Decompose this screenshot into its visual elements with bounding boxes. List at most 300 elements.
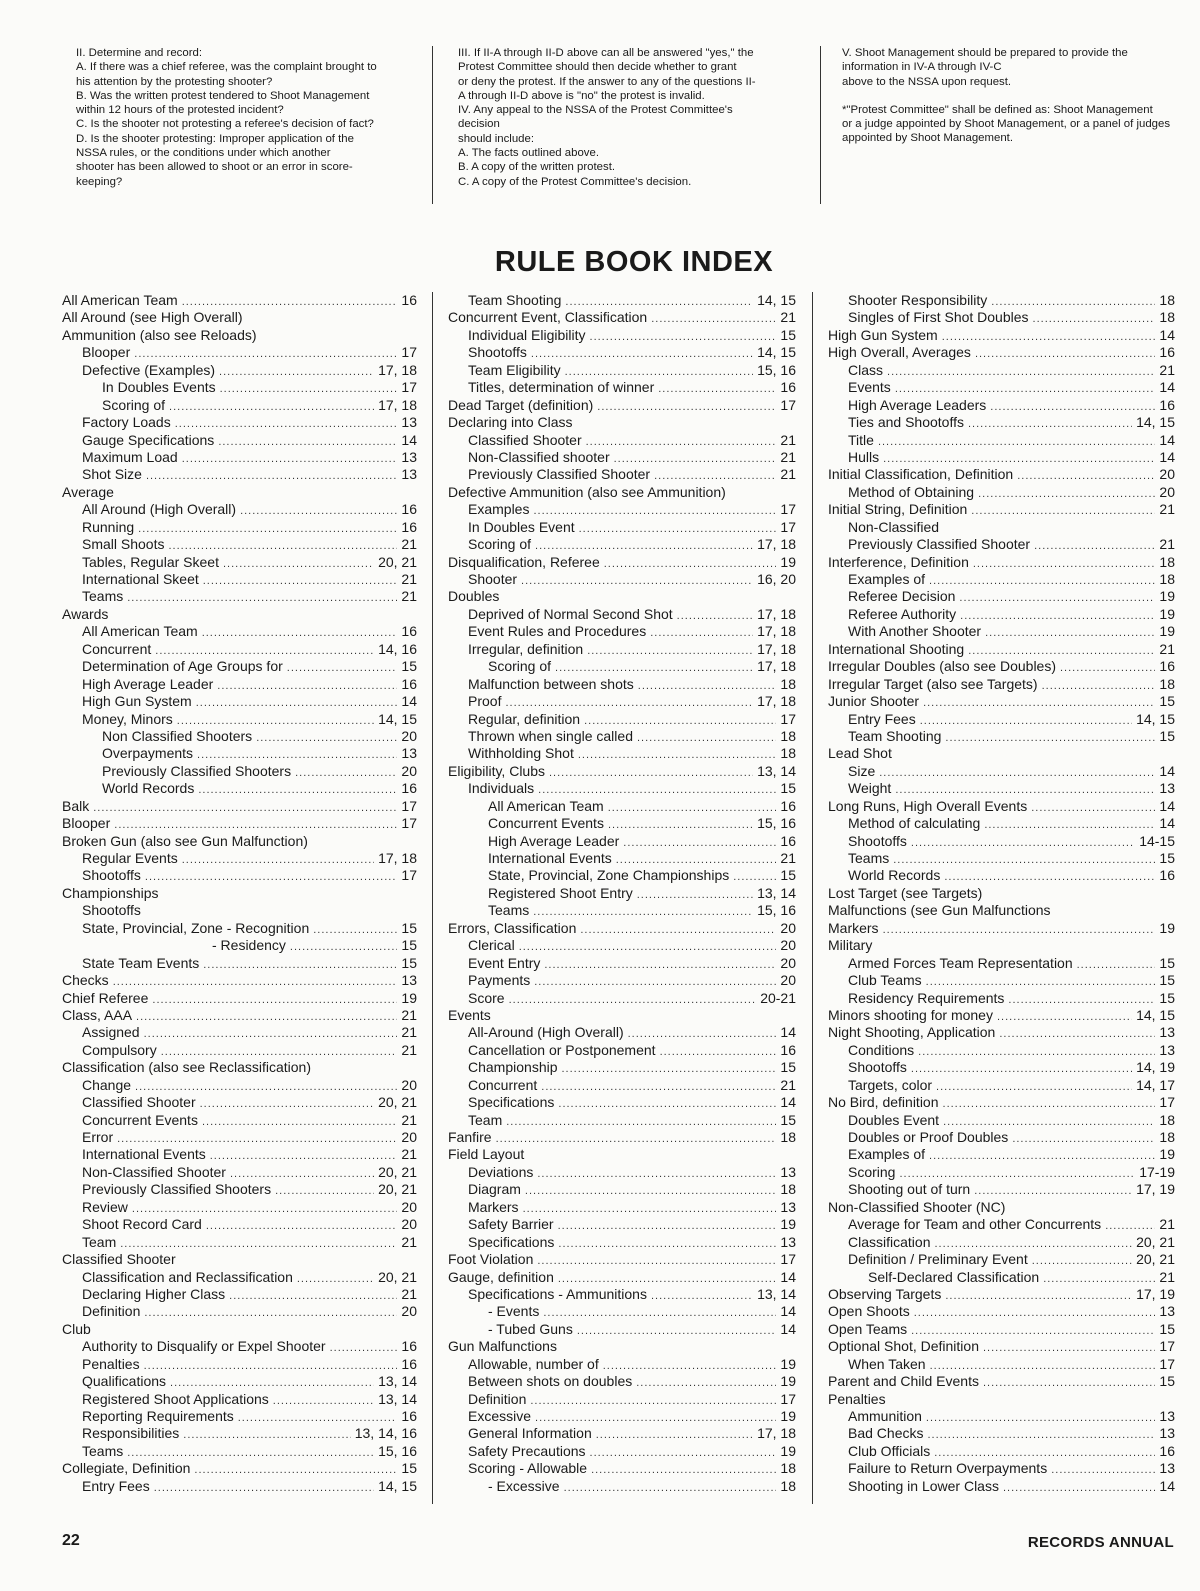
index-term: All American Team (82, 623, 198, 640)
dot-leader (945, 1288, 1132, 1303)
index-entry (448, 362, 796, 379)
index-entry (828, 955, 1175, 972)
index-entry (62, 554, 417, 571)
index-entry (62, 867, 417, 884)
index-pages: 17 (401, 815, 417, 832)
index-pages: 15 (1159, 954, 1175, 971)
index-entry (448, 309, 796, 326)
index-term: Cancellation or Postponement (468, 1041, 656, 1058)
index-term: Scoring (848, 1163, 896, 1180)
index-entry (62, 1408, 417, 1425)
index-pages: 20 (780, 937, 796, 954)
index-entry (828, 937, 1175, 954)
index-term: Shot Size (82, 466, 142, 483)
index-pages: 15 (780, 780, 796, 797)
index-term: All American Team (488, 797, 604, 814)
protest-text-line: his attention by the protesting shooter? (76, 75, 273, 88)
index-entry (62, 1321, 417, 1338)
index-pages: 17, 18 (378, 396, 417, 413)
protest-text-line: information in IV-A through IV-C (842, 61, 1002, 74)
index-entry (828, 833, 1175, 850)
index-term: Team Shooting (468, 292, 562, 308)
index-pages: 13 (1159, 1303, 1175, 1320)
index-term: International Shooting (828, 640, 965, 657)
dot-leader (531, 346, 753, 361)
index-pages: 14, 16 (378, 640, 417, 657)
index-pages: 13, 14 (378, 1390, 417, 1407)
dot-leader (543, 1305, 776, 1320)
index-entry (828, 641, 1175, 658)
index-term: Change (82, 1076, 132, 1093)
index-pages: 16 (401, 780, 417, 797)
index-term: Targets, color (848, 1076, 933, 1093)
dot-leader (637, 887, 753, 902)
index-pages: 14 (1159, 797, 1175, 814)
index-pages: 21 (401, 1041, 417, 1058)
dot-leader (883, 922, 1156, 937)
index-pages: 13 (780, 1163, 796, 1180)
index-entry (448, 1112, 796, 1129)
index-term: Chief Referee (62, 989, 149, 1006)
dot-leader (1051, 1462, 1155, 1477)
dot-leader (562, 1061, 777, 1076)
index-pages: 17 (780, 518, 796, 535)
index-term: No Bird, definition (828, 1094, 939, 1111)
index-pages: 20 (401, 762, 417, 779)
index-term: Scoring - Allowable (468, 1460, 588, 1477)
index-term: Doubles Event (848, 1111, 940, 1128)
dot-leader (1003, 1480, 1155, 1495)
index-term: Money, Minors (82, 710, 173, 727)
index-term: Non-Classified (848, 518, 940, 535)
index-entry (828, 780, 1175, 797)
index-entry (828, 484, 1175, 501)
index-term: Concurrent Events (82, 1111, 198, 1128)
index-term: Shootoffs (468, 344, 527, 361)
publication-name: RECORDS ANNUAL (1027, 1534, 1174, 1551)
index-term: Entry Fees (848, 710, 916, 727)
index-term: Shooting out of turn (848, 1181, 971, 1198)
index-term: Examples of (848, 571, 926, 587)
dot-leader (127, 590, 397, 605)
index-pages: 16 (1159, 867, 1175, 884)
index-term: Residency Requirements (848, 989, 1005, 1006)
index-term: Payments (468, 972, 531, 989)
index-entry (448, 780, 796, 797)
index-pages: 13 (780, 1233, 796, 1250)
index-term: Markers (468, 1198, 519, 1215)
index-pages: 21 (1159, 536, 1175, 553)
index-entry (828, 1199, 1175, 1216)
protest-text-line: appointed by Shoot Management. (842, 132, 1013, 145)
dot-leader (217, 678, 397, 693)
index-entry (828, 1146, 1175, 1163)
index-pages: 16 (401, 518, 417, 535)
index-entry (448, 902, 796, 919)
dot-leader (608, 800, 777, 815)
index-term: Teams (82, 1442, 124, 1459)
index-term: Event Entry (468, 954, 541, 971)
index-term: Scoring of (468, 536, 532, 553)
index-pages: 21 (401, 1006, 417, 1023)
index-pages: 20, 21 (378, 553, 417, 570)
dot-leader (120, 1236, 397, 1251)
dot-leader (577, 1323, 777, 1338)
index-pages: 13 (401, 448, 417, 465)
dot-leader (983, 1340, 1155, 1355)
dot-leader (914, 1305, 1156, 1320)
dot-leader (496, 1131, 777, 1146)
index-pages: 19 (1159, 919, 1175, 936)
index-entry (62, 920, 417, 937)
index-term: Self-Declared Classification (868, 1268, 1040, 1285)
protest-text-line (842, 89, 1187, 103)
index-term: Club Officials (848, 1442, 931, 1459)
dot-leader (113, 974, 398, 989)
dot-leader (519, 939, 777, 954)
index-term: Factory Loads (82, 414, 171, 431)
index-term: Responsibilities (82, 1425, 180, 1442)
index-entry (828, 1478, 1175, 1495)
index-entry (828, 362, 1175, 379)
index-term: Broken Gun (also see Gun Malfunction) (62, 832, 308, 849)
dot-leader (555, 660, 753, 675)
index-pages: 20-21 (760, 989, 796, 1006)
dot-leader (127, 1445, 374, 1460)
index-entry (62, 833, 417, 850)
index-pages: 18 (1159, 675, 1175, 692)
column-divider (812, 292, 813, 1504)
index-pages: 14 (780, 1094, 796, 1111)
dot-leader (959, 590, 1155, 605)
protest-text-line: keeping? (76, 175, 123, 188)
index-entry (828, 1408, 1175, 1425)
index-term: All Around (see High Overall) (62, 309, 243, 326)
index-pages: 21 (1159, 640, 1175, 657)
index-term: Shooter (468, 571, 518, 587)
index-pages: 17 (780, 501, 796, 518)
index-pages: 14, 17 (1136, 1076, 1175, 1093)
index-term: Classification (also see Reclassification) (62, 1059, 311, 1076)
protest-text-line: D. Is the shooter protesting: Improper application of the (76, 132, 354, 145)
dot-leader (182, 852, 374, 867)
index-entry (448, 1478, 796, 1495)
index-pages: 18 (1159, 1129, 1175, 1145)
index-entry (62, 1460, 417, 1477)
index-pages: 20 (401, 1129, 417, 1145)
index-pages: 17 (401, 867, 417, 884)
protest-text-line: B. Was the written protest tendered to Shoot Management (76, 89, 370, 102)
index-term: Events (448, 1006, 491, 1023)
index-entry (828, 1286, 1175, 1303)
index-term: Collegiate, Definition (62, 1460, 191, 1477)
dot-leader (202, 625, 398, 640)
dot-leader (960, 608, 1155, 623)
index-term: With Another Shooter (848, 623, 982, 640)
index-term: Examples (468, 501, 530, 518)
dot-leader (220, 381, 398, 396)
protest-text-line: shooter has been allowed to shoot or an error in score- (76, 161, 353, 174)
protest-text-line: IV. Any appeal to the NSSA of the Protest Committee's (458, 104, 733, 117)
dot-leader (636, 1375, 776, 1390)
index-term: Score (468, 989, 505, 1006)
index-entry (828, 693, 1175, 710)
index-entry (828, 711, 1175, 728)
dot-leader (579, 521, 777, 536)
index-term: Lead Shot (828, 745, 892, 762)
dot-leader (596, 1427, 753, 1442)
index-pages: 18 (1159, 553, 1175, 570)
protest-text-line: B. A copy of the written protest. (458, 161, 616, 174)
index-pages: 15, 16 (757, 815, 796, 832)
index-pages: 17, 18 (757, 693, 796, 710)
index-term: Non-Classified shooter (468, 448, 610, 465)
index-entry (828, 1164, 1175, 1181)
index-term: Ammunition (also see Reloads) (62, 326, 257, 343)
index-pages: 17 (1159, 1338, 1175, 1355)
dot-leader (206, 1218, 398, 1233)
index-pages: 20 (401, 1076, 417, 1093)
index-entry (448, 693, 796, 710)
index-entry (448, 1059, 796, 1076)
index-pages: 13, 14 (757, 884, 796, 901)
index-term: Optional Shot, Definition (828, 1338, 979, 1355)
index-term: Blooper (62, 815, 111, 832)
index-term: Concurrent Event, Classification (448, 309, 648, 326)
index-entry (62, 344, 417, 361)
index-pages: 17 (1159, 1355, 1175, 1372)
index-pages: 19 (780, 553, 796, 570)
index-entry (448, 1181, 796, 1198)
dot-leader (911, 1323, 1155, 1338)
index-pages: 14 (401, 431, 417, 448)
index-entry (828, 1112, 1175, 1129)
index-term: Initial Classification, Definition (828, 466, 1014, 483)
index-entry (62, 1269, 417, 1286)
index-entry (828, 397, 1175, 414)
dot-leader (1043, 1271, 1155, 1286)
index-term: Event Rules and Procedures (468, 623, 647, 640)
index-term: Individuals (468, 780, 535, 797)
index-pages: 17, 18 (757, 658, 796, 675)
index-pages: 17 (401, 379, 417, 396)
index-entry (62, 1356, 417, 1373)
dot-leader (169, 399, 374, 414)
index-entry (828, 327, 1175, 344)
index-entry (448, 1373, 796, 1390)
index-pages: 16 (401, 675, 417, 692)
index-entry (828, 1059, 1175, 1076)
index-term: Average (62, 483, 114, 500)
index-entry (62, 397, 417, 414)
index-entry (828, 571, 1175, 588)
dot-leader (535, 1410, 776, 1425)
index-pages: 17 (780, 1251, 796, 1268)
protest-text-line: NSSA rules, or the conditions under which another (76, 147, 331, 160)
index-pages: 20 (1159, 483, 1175, 500)
index-entry (62, 1251, 417, 1268)
index-entry (448, 920, 796, 937)
dot-leader (93, 800, 397, 815)
index-term: Malfunctions (see Gun Malfunctions (828, 902, 1051, 919)
dot-leader (936, 1079, 1132, 1094)
index-pages: 19 (780, 1442, 796, 1459)
column-divider (820, 46, 821, 204)
index-entry (62, 1181, 417, 1198)
index-entry (448, 1425, 796, 1442)
index-term: Definition (82, 1303, 141, 1320)
index-term: Shootoffs (82, 867, 141, 884)
index-term: Irregular Doubles (also see Doubles) (828, 658, 1056, 675)
index-entry (62, 1234, 417, 1251)
index-entry (828, 1094, 1175, 1111)
index-pages: 20 (780, 954, 796, 971)
index-pages: 14, 15 (757, 344, 796, 361)
index-entry (448, 1269, 796, 1286)
index-entry (448, 1391, 796, 1408)
index-term: Shooter Responsibility (848, 292, 988, 308)
dot-leader (733, 869, 776, 884)
index-pages: 15 (401, 1460, 417, 1477)
index-pages: 19 (780, 1216, 796, 1233)
index-term: Deprived of Normal Second Shot (468, 605, 673, 622)
index-pages: 14 (1159, 448, 1175, 465)
index-entry (828, 1321, 1175, 1338)
index-entry (62, 536, 417, 553)
index-entry (62, 1391, 417, 1408)
dot-leader (256, 730, 397, 745)
index-term: - Tubed Guns (488, 1320, 573, 1337)
index-pages: 18 (1159, 571, 1175, 587)
index-entry (62, 309, 417, 326)
index-pages: 15 (401, 919, 417, 936)
dot-leader (929, 573, 1155, 588)
dot-leader (654, 468, 776, 483)
dot-leader (219, 364, 374, 379)
index-pages: 17 (780, 1390, 796, 1407)
index-term: All-Around (High Overall) (468, 1024, 624, 1041)
index-entry (448, 833, 796, 850)
index-entry (828, 1181, 1175, 1198)
index-term: Scoring of (488, 658, 552, 675)
index-pages: 15, 16 (378, 1442, 417, 1459)
protest-text-line: within 12 hours of the protested incident? (76, 104, 284, 117)
index-term: Championships (62, 884, 159, 901)
index-entry (62, 1199, 417, 1216)
index-entry (62, 693, 417, 710)
index-pages: 13 (1159, 1041, 1175, 1058)
index-term: Teams (488, 902, 530, 919)
dot-leader (297, 1271, 374, 1286)
dot-leader (558, 1271, 777, 1286)
index-term: Junior Shooter (828, 693, 920, 710)
index-pages: 20, 21 (378, 1094, 417, 1111)
index-entry (62, 571, 417, 588)
index-pages: 21 (401, 1233, 417, 1250)
index-entry (828, 1391, 1175, 1408)
index-term: Irregular Target (also see Targets) (828, 675, 1038, 692)
index-term: Specifications (468, 1094, 555, 1111)
index-term: Military (828, 937, 873, 954)
index-entry (448, 1321, 796, 1338)
dot-leader (991, 294, 1155, 309)
protest-text-line: decision (458, 118, 500, 131)
index-entry (828, 1269, 1175, 1286)
index-pages: 17 (780, 710, 796, 727)
index-pages: 16 (1159, 1442, 1175, 1459)
index-entry (448, 641, 796, 658)
index-pages: 16 (401, 1355, 417, 1372)
index-entry (62, 623, 417, 640)
index-pages: 19 (1159, 1146, 1175, 1163)
column-divider (432, 292, 433, 1504)
index-term: Reporting Requirements (82, 1408, 234, 1424)
index-entry (828, 432, 1175, 449)
index-entry (62, 588, 417, 605)
dot-leader (197, 747, 397, 762)
index-entry (828, 990, 1175, 1007)
dot-leader (934, 1236, 1132, 1251)
index-pages: 21 (401, 1024, 417, 1041)
index-entry (448, 466, 796, 483)
index-term: High Gun System (82, 693, 192, 710)
index-entry (448, 1251, 796, 1268)
index-pages: 13, 14 (378, 1373, 417, 1390)
index-term: Overpayments (102, 745, 194, 762)
index-pages: 17 (401, 344, 417, 361)
dot-leader (677, 608, 753, 623)
index-pages: 18 (780, 1460, 796, 1477)
index-term: Referee Decision (848, 588, 956, 605)
index-column-3 (828, 292, 1175, 1495)
index-entry (62, 885, 417, 902)
index-pages: 20, 21 (1136, 1251, 1175, 1268)
index-term: Gauge, definition (448, 1268, 554, 1285)
index-entry (828, 519, 1175, 536)
index-entry (62, 414, 417, 431)
index-term: Excessive (468, 1408, 532, 1424)
index-term: Thrown when single called (468, 727, 633, 744)
index-term: Definition / Preliminary Event (848, 1251, 1028, 1268)
index-term: Irregular, definition (468, 640, 584, 657)
index-term: Classified Shooter (62, 1251, 176, 1268)
index-entry (62, 815, 417, 832)
dot-leader (521, 573, 753, 588)
dot-leader (155, 643, 374, 658)
index-entry (62, 1059, 417, 1076)
index-entry (448, 955, 796, 972)
index-entry (828, 606, 1175, 623)
index-pages: 15, 16 (757, 902, 796, 919)
index-entry (62, 972, 417, 989)
index-term: Declaring Higher Class (82, 1285, 226, 1302)
dot-leader (558, 1096, 776, 1111)
index-entry (828, 623, 1175, 640)
index-entry (448, 536, 796, 553)
index-entry (62, 1286, 417, 1303)
index-pages: 21 (401, 1111, 417, 1128)
index-column-1 (62, 292, 417, 1495)
index-term: All American Team (62, 292, 178, 308)
index-pages: 19 (780, 1355, 796, 1372)
dot-leader (651, 1288, 753, 1303)
index-pages: 18 (780, 1129, 796, 1145)
dot-leader (616, 852, 777, 867)
index-pages: 21 (780, 448, 796, 465)
dot-leader (1008, 992, 1155, 1007)
index-term: Bad Checks (848, 1425, 924, 1442)
index-pages: 20 (1159, 466, 1175, 483)
